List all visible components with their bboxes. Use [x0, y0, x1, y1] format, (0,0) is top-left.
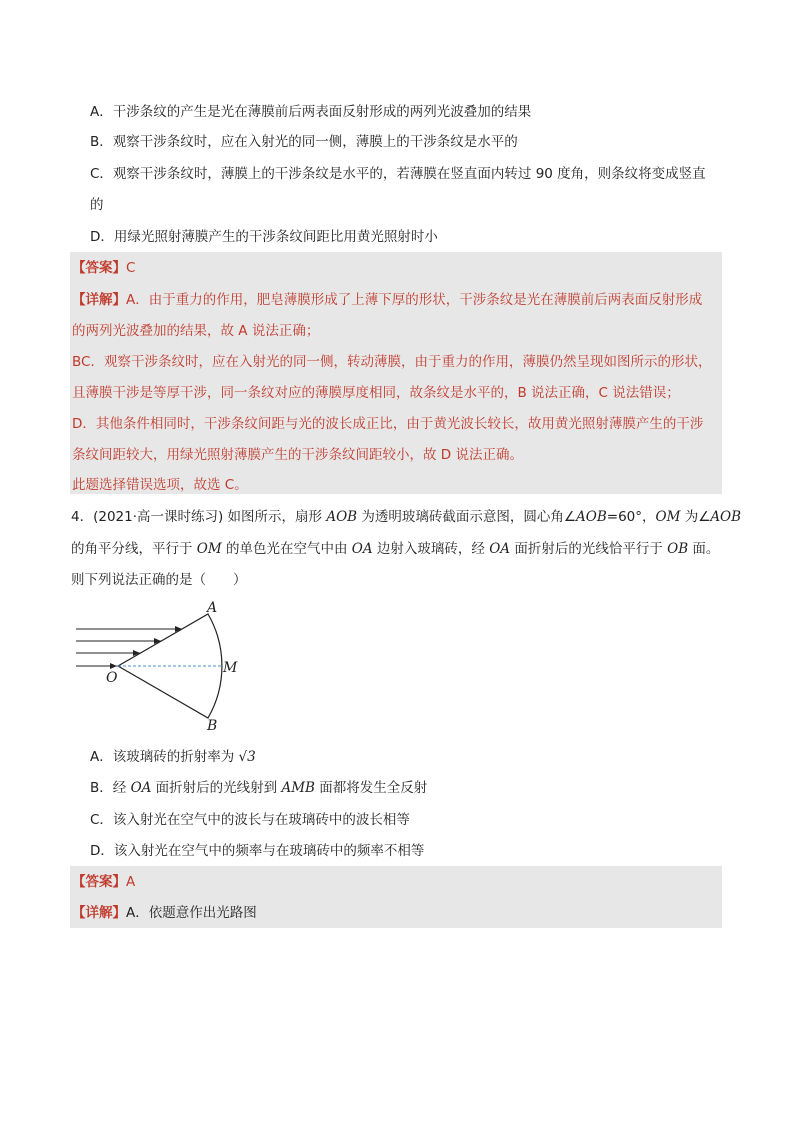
q3-option-c: C．观察干涉条纹时，薄膜上的干涉条纹是水平的，若薄膜在竖直面内转过 90 度角，则条纹将变成竖直: [90, 166, 706, 182]
q3-answer: [72, 258, 135, 278]
q4-detail-line-1: 【详解】A．依题意作出光路图: [72, 905, 257, 921]
answer-tag: 【答案】: [72, 874, 126, 890]
answer-value: C: [126, 260, 136, 276]
q4-option-a: A．该玻璃砖的折射率为 √3: [90, 749, 256, 765]
q3-option-b: B．观察干涉条纹时，应在入射光的同一侧，薄膜上的干涉条纹是水平的: [90, 134, 518, 150]
q3-option-d: D．用绿光照射薄膜产生的干涉条纹间距比用黄光照射时小: [90, 229, 438, 245]
q3-detail-line-1: 【详解】A．由于重力的作用，肥皂薄膜形成了上薄下厚的形状，干涉条纹是光在薄膜前后两表面反射形成: [72, 292, 703, 308]
q3-detail-line-3: BC．观察干涉条纹时，应在入射光的同一侧，转动薄膜，由于重力的作用，薄膜仍然呈现如图所示的形状，: [72, 354, 712, 370]
q4-stem-line-3: 则下列说法正确的是（ ）: [71, 572, 247, 588]
detail-tag: 【详解】: [72, 292, 126, 308]
label-o: O: [106, 670, 118, 686]
q4-option-c: C．该入射光在空气中的波长与在玻璃砖中的波长相等: [90, 812, 410, 828]
q3-option-a: A．干涉条纹的产生是光在薄膜前后两表面反射形成的两列光波叠加的结果: [90, 104, 532, 120]
q4-option-d: D．该入射光在空气中的频率与在玻璃砖中的频率不相等: [90, 843, 425, 859]
q4-stem-line-2: 的角平分线，平行于 OM 的单色光在空气中由 OA 边射入玻璃砖，经 OA 面折射后的光线恰平行于 OB 面。: [71, 541, 720, 557]
sector-glass-figure: [66, 598, 256, 733]
answer-tag: 【答案】: [72, 260, 126, 276]
q3-option-c-cont: 的: [90, 197, 104, 213]
q4-stem-line-1: 4．(2021·高一课时练习) 如图所示，扇形 AOB 为透明玻璃砖截面示意图，圆心角∠AOB=60°，OM 为∠AOB: [71, 509, 742, 525]
q4-answer: [72, 872, 135, 892]
q4-answer-block: [70, 866, 722, 928]
label-m: M: [223, 660, 238, 676]
q3-detail-line-4: 且薄膜干涉是等厚干涉，同一条纹对应的薄膜厚度相同，故条纹是水平的，B 说法正确，C 说法错误；: [72, 385, 680, 401]
label-b: B: [207, 718, 218, 733]
q3-detail-line-6: 条纹间距较大，用绿光照射薄膜产生的干涉条纹间距较小，故 D 说法正确。: [72, 447, 523, 463]
label-a: A: [207, 600, 218, 616]
sqrt3-value: √3: [238, 749, 256, 765]
detail-tag: 【详解】: [72, 905, 126, 921]
q3-detail-line-2: 的两列光波叠加的结果，故 A 说法正确；: [72, 323, 320, 339]
q3-answer-block: [70, 252, 722, 494]
q3-detail-line-7: 此题选择错误选项，故选 C。: [72, 477, 248, 493]
answer-value: A: [126, 874, 136, 890]
q4-option-b: B．经 OA 面折射后的光线射到 AMB 面都将发生全反射: [90, 780, 428, 796]
q3-detail-line-5: D．其他条件相同时，干涉条纹间距与光的波长成正比，由于黄光波长较长，故用黄光照射薄膜产生的干涉: [72, 416, 704, 432]
